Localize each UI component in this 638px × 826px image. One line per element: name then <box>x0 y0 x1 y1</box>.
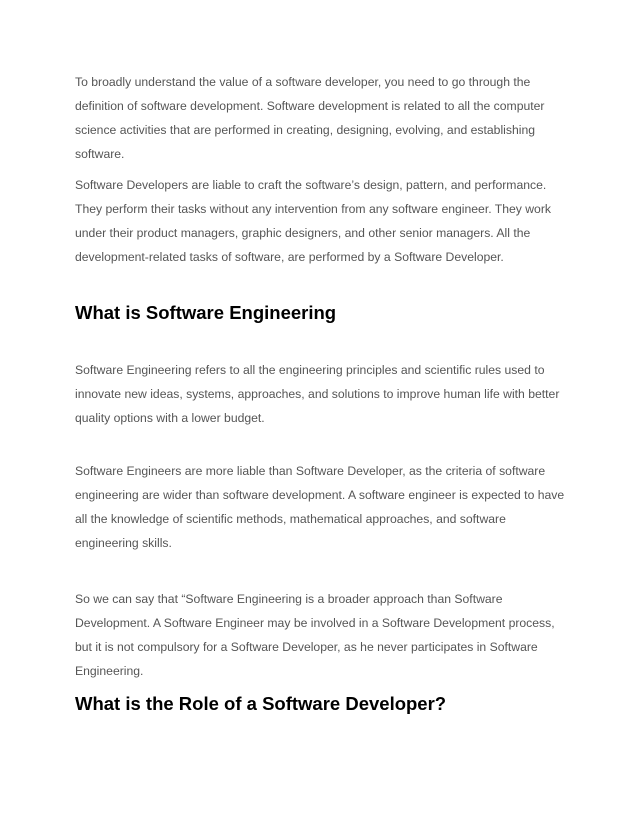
paragraph-software-development-definition: To broadly understand the value of a software developer, you need to go through the definition of software development. Software development is related to all the computer science activities that are performed in creating, designing, evolving, and establishing software. <box>75 75 545 161</box>
heading-what-is-software-engineering: What is Software Engineering <box>75 302 337 323</box>
heading-role-of-software-developer: What is the Role of a Software Developer? <box>75 693 447 714</box>
paragraph-software-engineering-definition: Software Engineering refers to all the engineering principles and scientific rules used to innovate new ideas, systems, approaches, and solutions to improve human life with better quality options with a lower budget. <box>75 363 560 425</box>
paragraph-software-developer-role: Software Developers are liable to craft the software’s design, pattern, and performance. They perform their tasks without any intervention from any software engineer. They work under their product managers, graphic designers, and other senior managers. All the development-related tasks of software, are performed by a Software Developer. <box>75 178 551 264</box>
paragraph-software-engineers-comparison: Software Engineers are more liable than Software Developer, as the criteria of software engineering are wider than software development. A software engineer is expected to have all the knowledge of scientific methods, mathematical approaches, and software engineering skills. <box>75 464 565 550</box>
paragraph-conclusion: So we can say that “Software Engineering is a broader approach than Software Development. A Software Engineer may be involved in a Software Development process, but it is not compulsory for a Software Developer, as he never participates in Software Engineering. <box>75 592 555 678</box>
